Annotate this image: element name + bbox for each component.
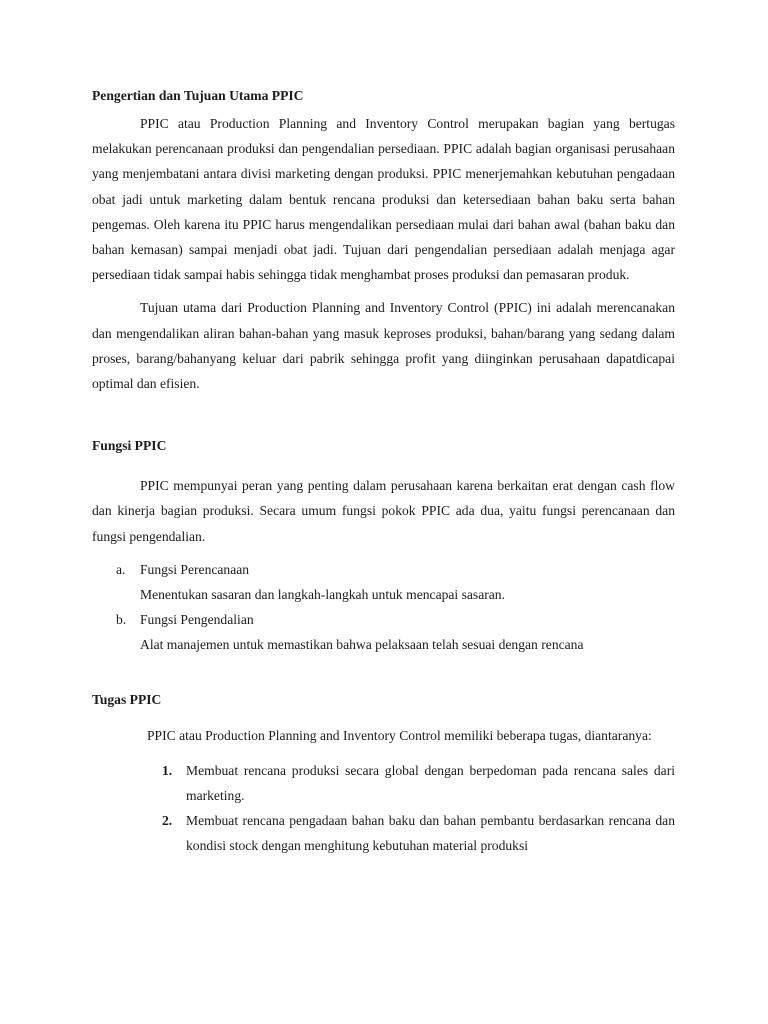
paragraph: PPIC atau Production Planning and Inventory Control merupakan bagian yang bertugas melakukan perencanaan produksi dan pengendalian persediaan. PPIC adalah bagian organisasi perusahaan yang menjembatani antara divisi marketing dengan produksi. PPIC menerjemahkan kebutuhan pengadaan obat jadi untuk marketing dalam bentuk rencana produksi dan ketersediaan bahan baku serta bahan pengemas. Oleh karena itu PPIC harus mengendalikan persediaan mulai dari bahan awal (bahan baku dan bahan kemasan) sampai menjadi obat jadi. Tujuan dari pengendalian persediaan adalah menjaga agar persediaan tidak sampai habis sehingga tidak menghambat proses produksi dan pemasaran produk. <box>92 116 675 283</box>
paragraph: Tujuan utama dari Production Planning and Inventory Control (PPIC) ini adalah merencanakan dan mengendalikan aliran bahan-bahan yang masuk keproses produksi, bahan/barang yang sedang dalam proses, barang/bahanyang keluar dari pabrik sehingga profit yang diinginkan perusahaan dapatdicapai optimal dan efisien. <box>92 300 675 392</box>
list-item-title: Fungsi Perencanaan <box>140 561 250 577</box>
paragraph: PPIC atau Production Planning and Inventory Control memiliki beberapa tugas, diantaranya: <box>147 727 652 743</box>
paragraph: PPIC mempunyai peran yang penting dalam perusahaan karena berkaitan erat dengan cash flow dan kinerja bagian produksi. Secara umum fungsi pokok PPIC ada dua, yaitu fungsi perencanaan dan fungsi pengendalian. <box>92 478 675 544</box>
list-marker: 1. <box>162 762 173 778</box>
section-heading: Pengertian dan Tujuan Utama PPIC <box>92 88 304 103</box>
list-item-title: Fungsi Pengendalian <box>140 612 254 628</box>
list-item-text: Membuat rencana pengadaan bahan baku dan bahan pembantu berdasarkan rencana dan kondisi stock dengan menghitung kebutuhan material produksi <box>186 813 675 854</box>
list-marker: b. <box>116 612 127 628</box>
document-page <box>92 86 675 859</box>
list-marker: a. <box>116 561 126 577</box>
tugas-list <box>92 758 675 859</box>
fungsi-list <box>92 557 675 658</box>
section-heading: Tugas PPIC <box>92 691 162 707</box>
list-item-description: Alat manajemen untuk memastikan bahwa pelaksaan telah sesuai dengan rencana <box>140 637 584 653</box>
list-item-description: Menentukan sasaran dan langkah-langkah untuk mencapai sasaran. <box>140 587 506 603</box>
section-heading: Fungsi PPIC <box>92 438 167 454</box>
section-tugas <box>92 690 675 859</box>
list-item <box>92 607 675 657</box>
list-item <box>92 557 675 607</box>
section-fungsi <box>92 436 675 657</box>
list-item-text: Membuat rencana produksi secara global dengan berpedoman pada rencana sales dari marketing. <box>186 762 675 804</box>
list-item <box>92 808 675 858</box>
section-pengertian <box>92 86 675 396</box>
list-marker: 2. <box>162 813 173 829</box>
list-item <box>92 758 675 808</box>
